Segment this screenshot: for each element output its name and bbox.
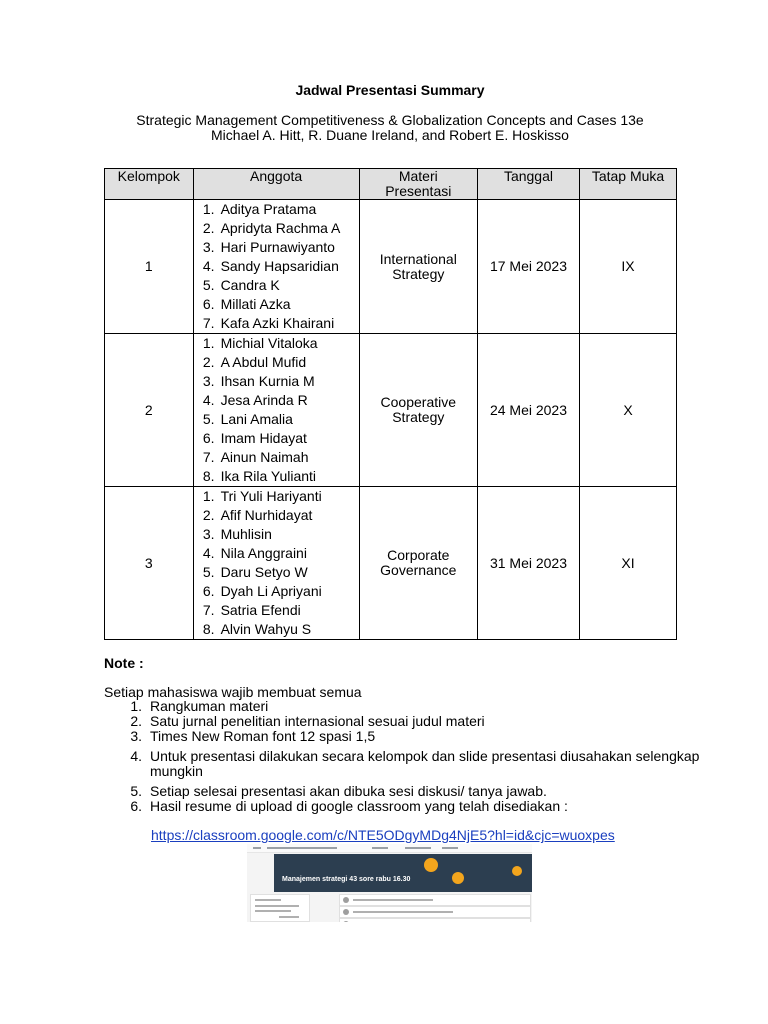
menu-icon (253, 847, 261, 849)
post-text-line (353, 911, 453, 913)
note-item: Satu jurnal penelitian internasional sesuai judul materi (150, 713, 485, 729)
classroom-banner (274, 854, 532, 892)
card-text-line (279, 916, 299, 918)
member-item: Sandy Hapsaridian (220, 258, 339, 274)
materi-cell (359, 334, 477, 487)
note-intro: Setiap mahasiswa wajib membuat semua (104, 684, 362, 700)
document-title: Jadwal Presentasi Summary (295, 82, 485, 98)
tatap-muka-cell: IX (580, 200, 677, 334)
classroom-banner-title: Manajemen strategi 43 sore rabu 16.30 (282, 876, 411, 883)
member-list (194, 200, 359, 333)
classroom-tab-stream (372, 847, 388, 849)
member-item: Dyah Li Apriyani (220, 583, 322, 599)
tanggal-cell: 17 Mei 2023 (477, 200, 579, 334)
member-item: Michial Vitaloka (220, 335, 318, 351)
materi-line2: Strategy (392, 265, 445, 282)
classroom-post-item (339, 894, 531, 906)
member-item: Hari Purnawiyanto (220, 239, 335, 255)
coin-icon (424, 858, 438, 872)
kelompok-cell: 3 (105, 487, 194, 640)
member-item: Alvin Wahyu S (220, 621, 312, 637)
note-item: Rangkuman materi (150, 698, 269, 714)
member-item: Candra K (220, 277, 280, 293)
table-row (105, 334, 677, 487)
tanggal-cell: 31 Mei 2023 (477, 487, 579, 640)
tatap-muka-cell: XI (580, 487, 677, 640)
table-row (105, 200, 677, 334)
materi-line2: Strategy (392, 409, 445, 425)
member-list (194, 487, 359, 639)
header-tatap-muka: Tatap Muka (580, 169, 677, 200)
materi-line1: Cooperative (380, 394, 457, 410)
classroom-screenshot (247, 844, 532, 922)
schedule-table (104, 168, 677, 640)
materi-line1: Corporate (387, 547, 450, 563)
book-title: Strategic Management Competitiveness & Globalization Concepts and Cases 13e (136, 112, 644, 128)
tanggal-cell: 24 Mei 2023 (477, 334, 579, 487)
member-item: Millati Azka (220, 296, 291, 312)
classroom-tab-label (267, 847, 337, 849)
member-item: Nila Anggraini (220, 545, 307, 561)
note-item: Hasil resume di upload di google classroom yang telah disediakan : (150, 798, 568, 814)
tatap-muka-cell: X (580, 334, 677, 487)
member-item: Satria Efendi (220, 602, 301, 618)
card-text-line (255, 905, 299, 907)
member-item: Ika Rila Yulianti (220, 468, 317, 484)
header-materi-line1: Materi (398, 168, 438, 184)
note-item: Times New Roman font 12 spasi 1,5 (150, 728, 376, 744)
classroom-top-bar (247, 844, 532, 853)
post-text-line (353, 899, 433, 901)
member-item: Muhlisin (220, 526, 272, 542)
coin-icon (512, 866, 522, 876)
document-subtitle (0, 113, 768, 143)
table-header-row (105, 169, 677, 200)
post-avatar (343, 921, 349, 922)
kelompok-cell: 2 (105, 334, 194, 487)
header-kelompok: Kelompok (105, 169, 194, 200)
note-list (104, 699, 710, 814)
kelompok-cell: 1 (105, 200, 194, 334)
note-item: Setiap selesai presentasi akan dibuka sesi diskusi/ tanya jawab. (150, 783, 547, 799)
member-list (194, 334, 359, 486)
coin-icon (452, 872, 464, 884)
post-avatar (343, 897, 349, 903)
member-item: Lani Amalia (220, 411, 293, 427)
classroom-upcoming-card (250, 894, 310, 922)
member-item: Apridyta Rachma A (220, 220, 341, 236)
member-item: Ainun Naimah (220, 449, 309, 465)
member-item: A Abdul Mufid (220, 354, 307, 370)
member-item: Imam Hidayat (220, 430, 307, 446)
anggota-cell (193, 334, 359, 487)
member-item: Afif Nurhidayat (220, 507, 313, 523)
header-anggota: Anggota (193, 169, 359, 200)
table-row (105, 487, 677, 640)
materi-line1: International (379, 250, 457, 267)
post-avatar (343, 909, 349, 915)
member-item: Aditya Pratama (220, 201, 317, 217)
classroom-tab-classwork (405, 847, 431, 849)
member-item: Jesa Arinda R (220, 392, 308, 408)
header-materi (359, 169, 477, 200)
card-text-line (255, 899, 281, 901)
anggota-cell (193, 200, 359, 334)
note-item: Untuk presentasi dilakukan secara kelompok dan slide presentasi diusahakan selengkap mungkin (150, 748, 700, 779)
note-label: Note : (104, 655, 144, 671)
header-tanggal: Tanggal (477, 169, 579, 200)
member-item: Ihsan Kurnia M (220, 373, 315, 389)
card-text-line (255, 910, 291, 912)
member-item: Kafa Azki Khairani (220, 315, 335, 331)
classroom-post-item (339, 918, 531, 922)
header-materi-line2: Presentasi (385, 183, 452, 199)
classroom-tab-people (442, 847, 458, 849)
classroom-post-item (339, 906, 531, 918)
anggota-cell (193, 487, 359, 640)
materi-line2: Governance (380, 562, 457, 578)
materi-cell (359, 487, 477, 640)
member-item: Daru Setyo W (220, 564, 308, 580)
classroom-link[interactable]: https://classroom.google.com/c/NTE5ODgyMDg4NjE5?hl=id&cjc=wuoxpes (151, 827, 615, 843)
book-authors: Michael A. Hitt, R. Duane Ireland, and Robert E. Hoskisso (211, 127, 569, 143)
member-item: Tri Yuli Hariyanti (220, 488, 322, 504)
materi-cell (359, 200, 477, 334)
